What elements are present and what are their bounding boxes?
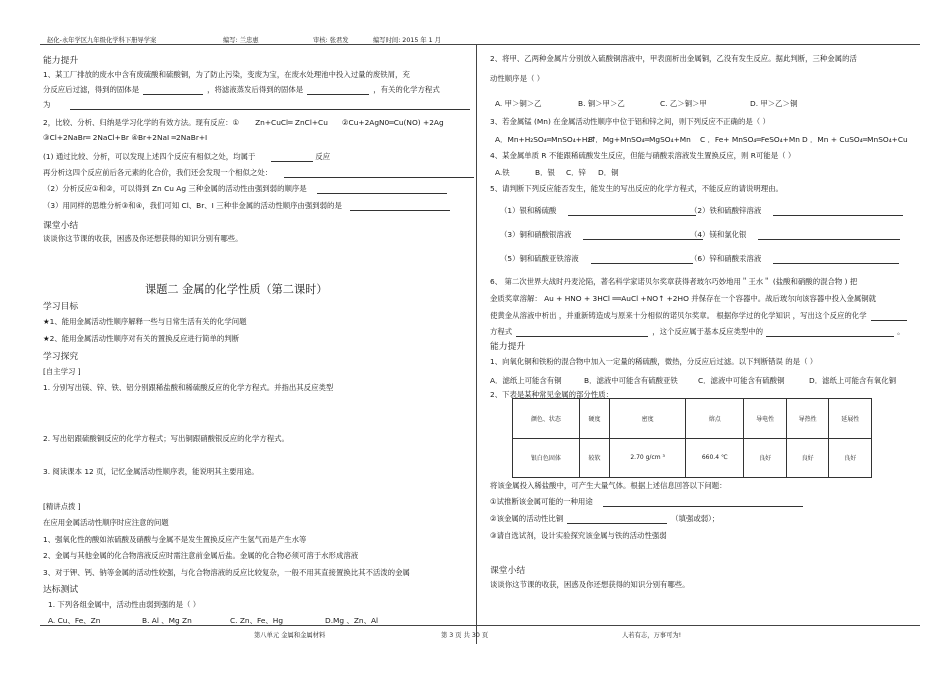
question-text: 3. 阅读课本 12 页，记忆金属活动性顺序表，能说明其主要用途。 [43, 467, 259, 476]
note-text: 在应用金属活动性顺序时应注意的问题 [43, 518, 169, 527]
table-header: 硬度 [579, 399, 609, 439]
section-title-test: 达标测试 [43, 585, 79, 595]
footer-unit: 第八单元 金属和金属材料 [254, 632, 326, 639]
reaction-item: （1）银和稀硫酸 [500, 205, 696, 216]
table-cell: 较软 [579, 438, 609, 478]
reaction-item: （2）铁和硫酸锌溶液 [690, 205, 903, 216]
section-title-summary: 课堂小结 [43, 221, 79, 231]
reaction-item: （6）锌和硝酸汞溶液 [690, 253, 899, 264]
option-a: A.铁 [495, 168, 510, 177]
option-b: B. Al 、Mg Zn [142, 616, 192, 625]
footer-page: 第 3 页 共 30 页 [441, 632, 489, 639]
goal-item: ★2、能用金属活动性顺序对有关的置换反应进行简单的判断 [43, 334, 240, 343]
header-rule [40, 44, 920, 45]
table-header-row [513, 399, 872, 439]
header-writer: 编写: 兰忠惠 [223, 37, 259, 44]
table-cell: 良好 [786, 438, 829, 478]
question-text: 3、若金属锰 (Mn) 在金属活动性顺序中位于铝和锌之间，则下列反应不正确的是（ ） [490, 117, 770, 126]
metal-properties-table [512, 398, 872, 478]
question-text: 1、某工厂排放的废水中含有废硫酸和硫酸铜，为了防止污染，变废为宝，在废水处理池中投入过量的废铁屑，充 [43, 70, 410, 79]
subsection-title: [精讲点拨 ] [43, 502, 81, 511]
question-text: 2、下表是某种常见金属的部分性质： [490, 390, 613, 399]
table-cell: 良好 [744, 438, 787, 478]
question-text: 将该金属投入稀盐酸中，可产生大量气体。根据上述信息回答以下问题： [490, 481, 727, 490]
question-text: 1. 分别写出镁、锌、铁、铝分别跟稀盐酸和稀硫酸反应的化学方程式。并指出其反应类型 [43, 383, 334, 392]
footer-rule [40, 625, 920, 626]
lesson-title: 课题二 金属的化学性质（第二课时） [145, 283, 328, 296]
question-text: 分反应后过滤，得到的固体是 ，将滤液蒸发后得到的固体是 ，有关的化学方程式 [43, 85, 440, 94]
option-c: C ．Fe+ MnSO₄═FeSO₄+Mn [700, 135, 800, 144]
table-header: 导热性 [786, 399, 829, 439]
option-d: D.Mg 、Zn、Al [325, 616, 379, 625]
note-text: 3、对于钾、钙、钠等金属的活动性较强，与化合物溶液的反应比较复杂，一般不用其直接置换比其不活泼的金属 [43, 568, 410, 577]
section-title-goals: 学习目标 [43, 302, 79, 312]
header-reviewer: 审核: 张君发 [313, 37, 349, 44]
reaction-item: （4）镁和氯化银 [690, 229, 900, 240]
table-header: 密度 [610, 399, 686, 439]
question-text: 使黄金从溶液中析出 ，并重新铸造成与原来十分相似的诺贝尔奖章。 根据你学过的化学知识 ，写出这个反应的化学 [490, 310, 907, 321]
question-text: (1) 通过比较、分析，可以发现上述四个反应有相似之处，均属于 反应 [43, 152, 331, 161]
option-b: B．滤液中可能含有硫酸亚铁 [584, 376, 678, 385]
question-text: 2. 写出铝跟硫酸铜反应的化学方程式；写出铜跟硝酸银反应的化学方程式。 [43, 434, 289, 443]
option-a: A. Cu、Fe、Zn [48, 616, 101, 625]
question-text: 1、向氧化铜和铁粉的混合物中加入一定量的稀硫酸，微热，分反应后过滤。以下判断错误 的是（ ） [490, 357, 818, 366]
table-cell: 银白色固体 [513, 438, 580, 478]
section-title-explore: 学习探究 [43, 352, 79, 362]
table-cell: 660.4 ℃ [686, 438, 744, 478]
option-d: D ．Mn + CuSO₄═MnSO₄+Cu [802, 135, 908, 144]
table-cell: 2.70 g/cm ³ [610, 438, 686, 478]
subsection-title: [自主学习 ] [43, 367, 81, 376]
column-divider [476, 44, 477, 644]
table-header: 熔点 [686, 399, 744, 439]
header-date: 编写时间: 2015 年 1 月 [373, 37, 441, 44]
table-header: 导电性 [744, 399, 787, 439]
option-c: C. 乙＞铜＞甲 [660, 99, 707, 108]
option-b: B ．Mg+MnSO₄═MgSO₄+Mn [588, 135, 691, 144]
option-a: A．滤纸上可能含有铜 [490, 376, 562, 385]
reaction-item: （5）铜和硫酸亚铁溶液 [500, 253, 693, 264]
option-c: C．锌 [566, 168, 586, 177]
summary-text: 谈谈你这节课的收获，困惑及你还想获得的知识分别有哪些。 [490, 580, 690, 589]
reaction-item: （3）铜和硝酸银溶液 [500, 229, 703, 240]
question-text: 6、 第二次世界大战时丹麦沦陷，著名科学家诺贝尔奖章获得者玻尔巧妙地用＂王水＂ (盐酸和硝酸的混合物 ) 把 [490, 277, 858, 286]
table-cell: 良好 [829, 438, 872, 478]
option-d: D．滤纸上可能含有氧化铜 [809, 376, 896, 385]
question-text: 4、某金属单质 R 不能跟稀硫酸发生反应，但能与硝酸汞溶液发生置换反应，则 R可能是（ ） [490, 151, 796, 160]
question-text: ③Cl+2NaBr═ 2NaCl+Br ④Br+2NaI ═2NaBr+I [43, 133, 208, 142]
section-title-ability: 能力提升 [43, 56, 79, 66]
question-text: 为 [43, 99, 470, 110]
note-text: 1、强氧化性的酸如浓硫酸及硝酸与金属不是发生置换反应产生氢气而是产生水等 [43, 535, 307, 544]
table-header: 颜色、状态 [513, 399, 580, 439]
question-text: 方程式 ，这个反应属于基本反应类型中的 。 [490, 327, 905, 336]
option-b: B．银 [535, 168, 555, 177]
option-a: A. 甲＞铜＞乙 [495, 99, 542, 108]
table-row [513, 438, 872, 478]
option-d: D．铜 [598, 168, 619, 177]
summary-text: 谈谈你这节课的收获，困惑及你还想获得的知识分别有哪些。 [43, 234, 243, 243]
question-text: （3）用同样的思维分析③和④，我们可知 Cl、Br、I 三种非金属的活动性顺序由强到弱的是 [43, 200, 450, 211]
question-text: ②该金属的活动性比铜 （填强或弱）； [490, 514, 720, 523]
question-text: ①试推断该金属可能的一种用途 [490, 496, 803, 507]
goal-item: ★1、能用金属活动性顺序解释一些与日常生活有关的化学问题 [43, 317, 247, 326]
option-d: D. 甲＞乙＞铜 [750, 99, 798, 108]
question-text: 金质奖章溶解： Au + HNO + 3HCl ══AuCl +NO↑ +2HO 并保存在一个容器中。战后玻尔向该容器中投入金属铜就 [490, 294, 877, 303]
header-title: 赵化-永年学区九年级化学科下册导学案 [47, 37, 157, 44]
question-text: 1. 下列各组金属中，活动性由弱到强的是（ ） [48, 600, 201, 609]
section-title-summary-right: 课堂小结 [490, 566, 526, 576]
question-text: 5、请判断下列反应能否发生，能发生的写出反应的化学方程式，不能反应的请说明理由。 [490, 184, 783, 193]
option-c: C. Zn、Fe、Hg [230, 616, 284, 625]
option-a: A．Mn+H₂SO₄═MnSO₄+H₂↑ [495, 135, 597, 144]
question-text: ③请自选试剂，设计实验探究该金属与铁的活动性强弱 [490, 531, 667, 540]
question-text: 再分析这四个反应前后各元素的化合价，我们还会发现一个相似之处： [43, 167, 474, 178]
footer-motto: 人若有志，万事可为! [622, 632, 682, 639]
section-title-ability-right: 能力提升 [490, 342, 526, 352]
question-text: 2、将甲、乙两种金属片分别放入硫酸铜溶液中，甲表面析出金属铜，乙没有发生反应。据此判断，三种金属的活 [490, 54, 857, 63]
question-text: 动性顺序是（ ） [490, 74, 545, 83]
option-b: B. 铜＞甲＞乙 [578, 99, 625, 108]
question-text: （2）分析反应①和②，可以得到 Zn Cu Ag 三种金属的活动性由强到弱的顺序是 [43, 183, 447, 194]
question-text: 2，比较、分析、归纳是学习化学的有效方法。现有反应：① Zn+CuCl═ ZnCl+Cu ②Cu+2AgN0═Cu(NO) +2Ag [43, 118, 444, 127]
note-text: 2、金属与其他金属的化合物溶液反应时需注意前金属后盐。金属的化合物必须可溶于水形成溶液 [43, 551, 359, 560]
table-header: 延展性 [829, 399, 872, 439]
option-c: C．滤液中可能含有硫酸铜 [698, 376, 785, 385]
